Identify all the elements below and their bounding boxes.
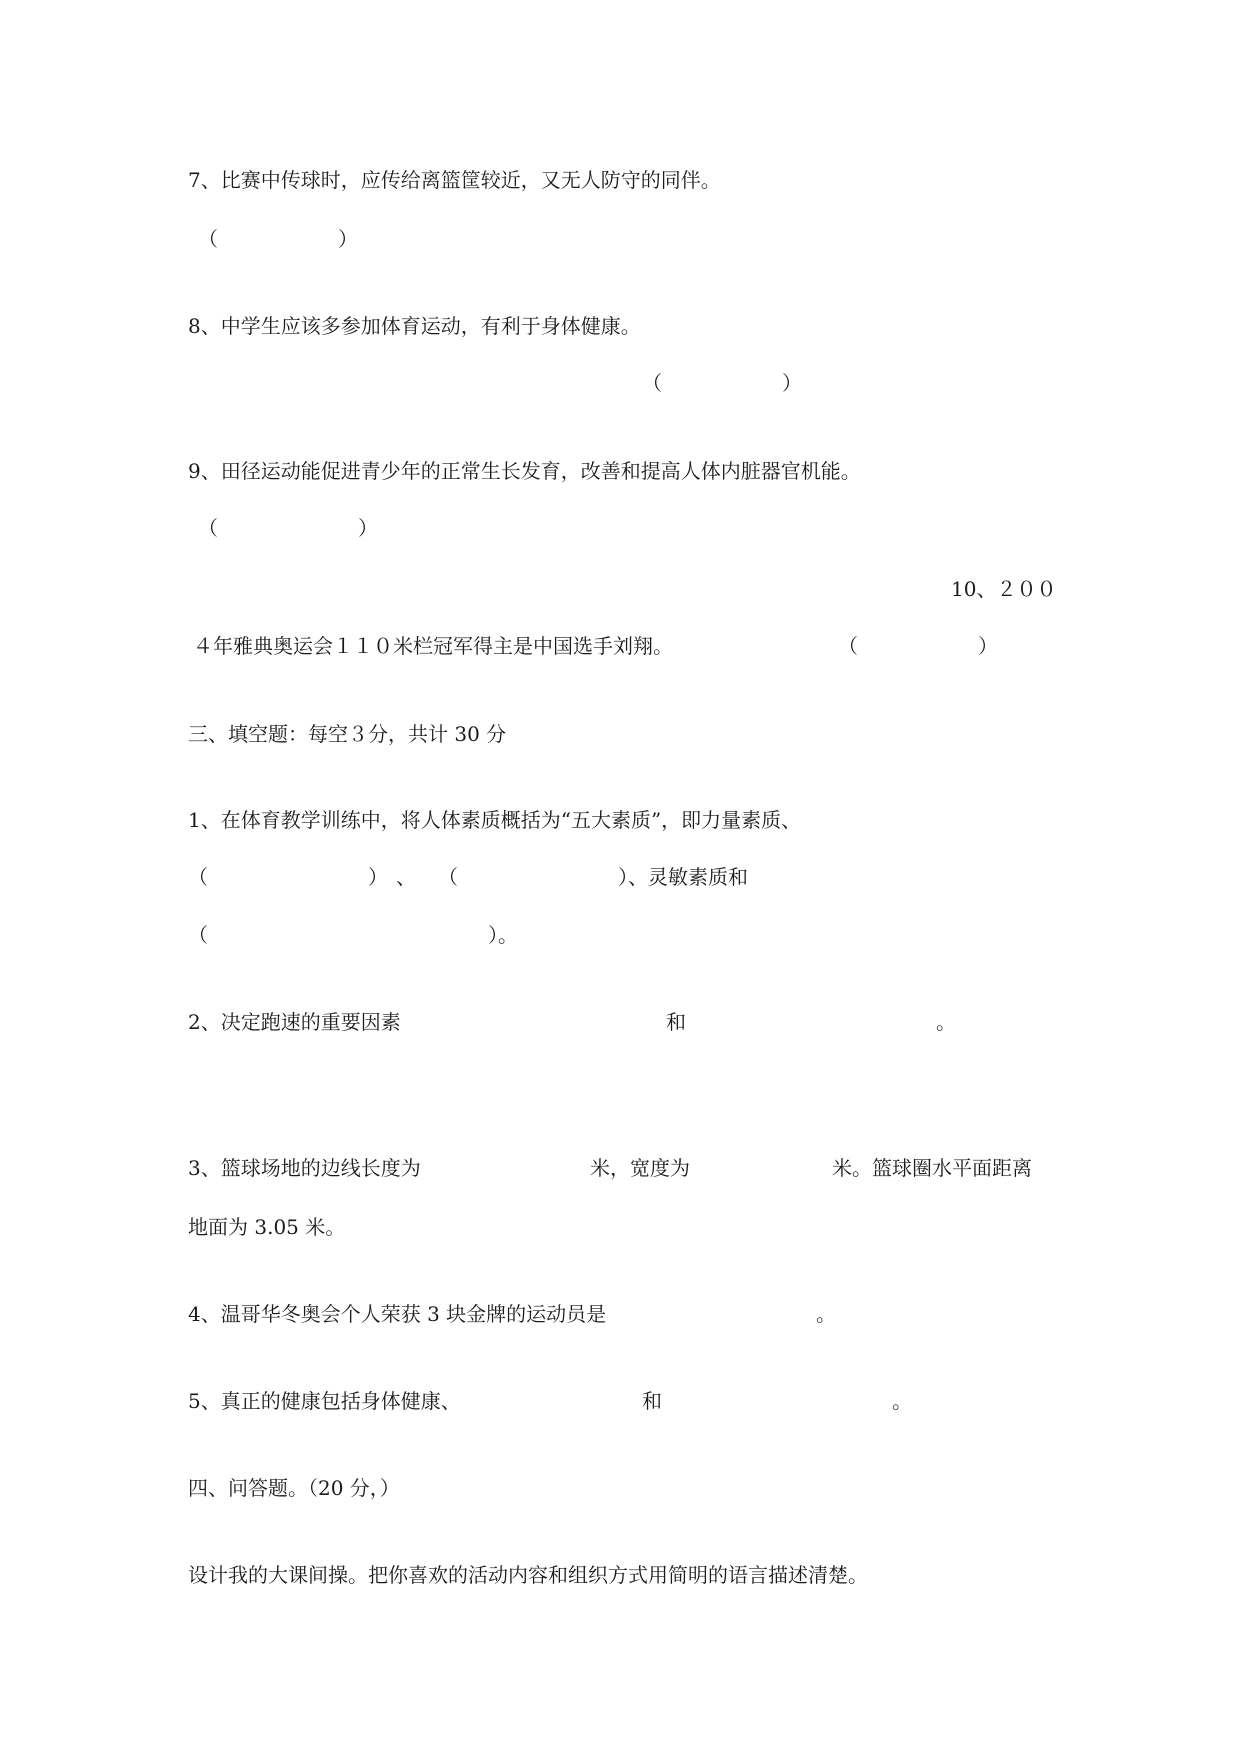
tf-question-8: 8、中学生应该多参加体育运动，有利于身体健康。 [188,314,641,338]
fill-4-end: 。 [816,1302,836,1326]
section-4-title: 四、问答题。（20 分，） [188,1476,400,1500]
fill-blank-1c: （ ）。 [188,923,518,947]
answer-paren-7: （ ） [198,227,358,251]
fill-blank-1b: （ ）、灵敏素质和 [438,865,748,889]
tf-question-7: 7、比赛中传球时，应传给离篮筐较近，又无人防守的同伴。 [188,168,721,192]
fill-3-end: 米。篮球圈水平面距离 [832,1156,1032,1180]
fill-question-3: 3、篮球场地的边线长度为 [188,1156,421,1180]
tf-question-10: ４年雅典奥运会１１０米栏冠军得主是中国选手刘翔。 [193,634,673,658]
fill-question-4: 4、温哥华冬奥会个人荣获 3 块金牌的运动员是 [188,1302,607,1326]
tf-question-10-start: 10、２００ [951,577,1057,601]
answer-paren-8: （ ） [642,371,802,395]
essay-question: 设计我的大课间操。把你喜欢的活动内容和组织方式用简明的语言描述清楚。 [188,1563,868,1587]
fill-blank-1a: （ ） [188,865,388,889]
fill-separator: 、 [396,865,416,889]
fill-2-and: 和 [666,1010,686,1034]
fill-5-and: 和 [642,1389,662,1413]
fill-question-5: 5、真正的健康包括身体健康、 [188,1389,461,1413]
answer-paren-10: （ ） [838,634,998,658]
fill-question-2: 2、决定跑速的重要因素 [188,1010,401,1034]
fill-question-1: 1、在体育教学训练中，将人体素质概括为“五大素质”，即力量素质、 [188,808,802,832]
fill-3-mid: 米，宽度为 [590,1156,690,1180]
fill-5-end: 。 [892,1389,912,1413]
fill-2-end: 。 [936,1010,956,1034]
answer-paren-9: （ ） [198,516,378,540]
section-3-title: 三、填空题：每空３分，共计 30 分 [188,722,507,746]
tf-question-9: 9、田径运动能促进青少年的正常生长发育，改善和提高人体内脏器官机能。 [188,459,861,483]
fill-question-3-line2: 地面为 3.05 米。 [188,1215,346,1239]
